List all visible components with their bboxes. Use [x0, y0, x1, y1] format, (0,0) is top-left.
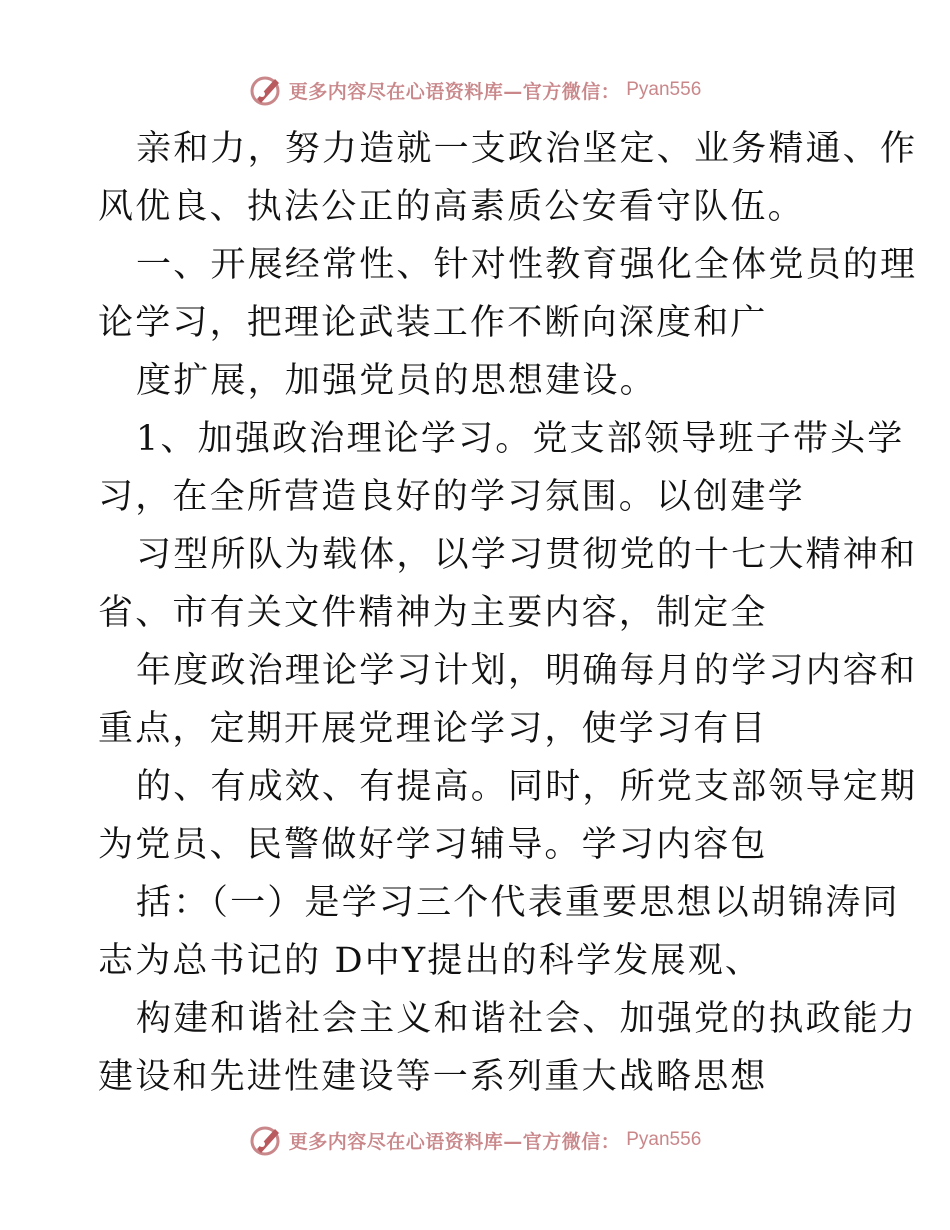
- watermark-id: Pyan556: [626, 1129, 702, 1150]
- text-line: 1、加强政治理论学习。党支部领导班子带头学: [136, 419, 905, 459]
- text-line: 一、开展经常性、针对性教育强化全体党员的理: [136, 245, 918, 285]
- text-line: 省、市有关文件精神为主要内容，制定全: [98, 593, 768, 633]
- watermark-text: 更多内容尽在心语资料库—官方微信：: [288, 80, 621, 103]
- text-line: 为党员、民警做好学习辅导。学习内容包: [98, 825, 768, 865]
- text-line: 习型所队为载体，以学习贯彻党的十七大精神和: [136, 535, 918, 575]
- footer-watermark: [0, 1120, 950, 1160]
- watermark-text: 更多内容尽在心语资料库—官方微信：: [288, 1130, 621, 1153]
- pen-logo-icon: [249, 1123, 283, 1157]
- header-watermark: [0, 70, 950, 110]
- text-line: 括：（一）是学习三个代表重要思想以胡锦涛同: [136, 883, 900, 923]
- text-line: 度扩展，加强党员的思想建设。: [136, 361, 657, 401]
- text-line: 风优良、执法公正的高素质公安看守队伍。: [98, 187, 805, 227]
- text-line: 亲和力，努力造就一支政治坚定、业务精通、作: [136, 129, 918, 169]
- text-line: 年度政治理论学习计划，明确每月的学习内容和: [136, 651, 918, 691]
- text-line: 志为总书记的 D中Y提出的科学发展观、: [98, 941, 763, 981]
- document-body: [98, 120, 918, 1106]
- watermark-id: Pyan556: [626, 79, 702, 100]
- text-line: 重点，定期开展党理论学习，使学习有目: [98, 709, 768, 749]
- text-line: 习，在全所营造良好的学习氛围。以创建学: [98, 477, 805, 517]
- text-line: 构建和谐社会主义和谐社会、加强党的执政能力: [136, 999, 918, 1039]
- pen-logo-icon: [249, 73, 283, 107]
- text-line: 建设和先进性建设等一系列重大战略思想: [98, 1057, 768, 1097]
- text-line: 论学习，把理论武装工作不断向深度和广: [98, 303, 768, 343]
- text-line: 的、有成效、有提高。同时，所党支部领导定期: [136, 767, 918, 807]
